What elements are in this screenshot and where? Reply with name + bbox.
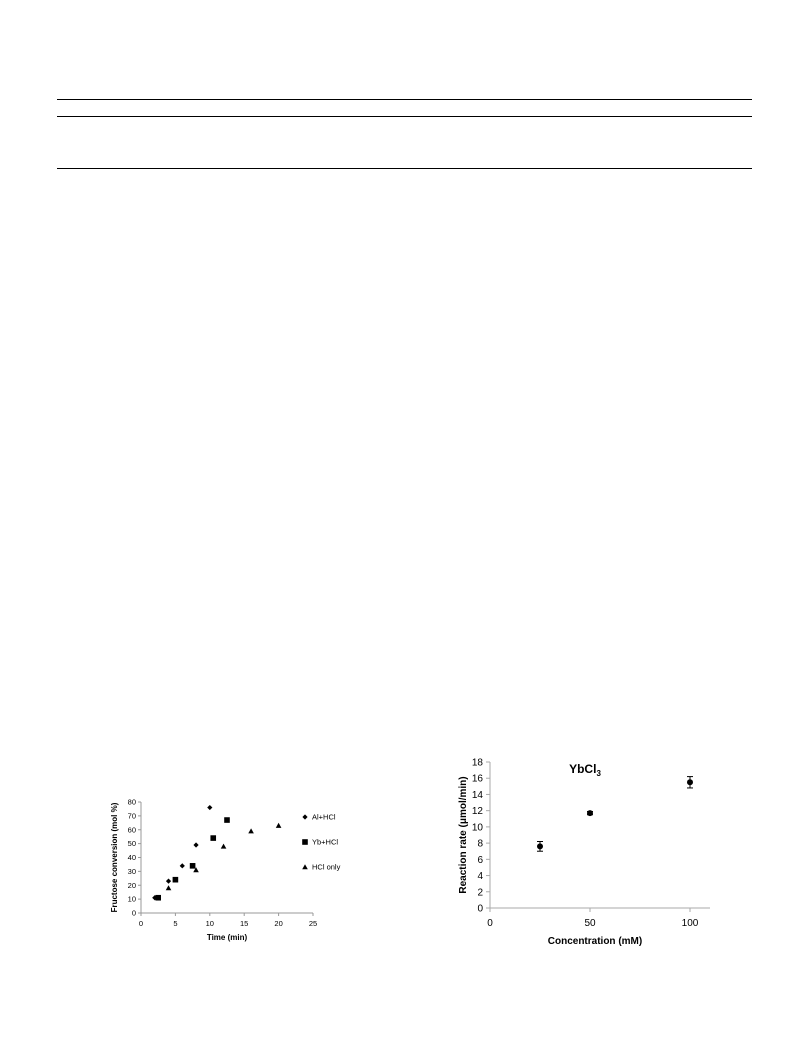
- chart1-x-axis-label: Time (min): [206, 933, 248, 942]
- chart2-tick-labels: [472, 758, 699, 930]
- chart1-y-tick-label: 10: [127, 894, 136, 904]
- chart2-x-tick-label: 100: [681, 918, 699, 929]
- chart2-y-tick-label: 12: [471, 806, 483, 818]
- chart1-legend-label: HCl only: [312, 862, 341, 872]
- chart2-y-tick-label: 10: [471, 822, 483, 834]
- chart2-y-tick-label: 16: [471, 773, 483, 785]
- chart2-y-tick-label: 6: [477, 854, 483, 866]
- chart1-y-axis-label: Fructose conversion (mol %): [110, 802, 119, 913]
- chart1-legend-label: Al+HCl: [312, 812, 336, 822]
- chart2-point: [687, 779, 693, 785]
- chart1-legend-label: Yb+HCl: [312, 837, 339, 847]
- chart2-y-tick-label: 18: [471, 757, 483, 769]
- chart1-y-tick-label: 40: [127, 853, 136, 862]
- chart2-y-axis-label: Reaction rate (μmol/min): [458, 776, 469, 894]
- chart2-axes: [486, 762, 710, 912]
- chart2-y-tick-label: 4: [477, 871, 483, 883]
- chart1-x-tick-label: 0: [138, 919, 144, 928]
- chart2-y-tick-label: 8: [477, 838, 483, 850]
- chart1-y-tick-label: 60: [127, 825, 136, 835]
- chart2-y-tick-label: 2: [477, 887, 483, 899]
- chart1-y-tick-label: 20: [127, 880, 136, 890]
- chart2-title-subscript: 3: [596, 769, 601, 778]
- chart2-marks: [537, 777, 693, 852]
- chart2-y-tick-label: 0: [477, 903, 483, 915]
- chart2-x-axis-label: Concentration (mM): [547, 936, 643, 947]
- chart2-x-tick-label: 0: [487, 918, 493, 929]
- chart1-x-tick-label: 10: [205, 919, 214, 928]
- chart1-x-tick-label: 15: [240, 919, 249, 928]
- chart1-x-tick-label: 20: [274, 919, 283, 928]
- chart1-y-tick-label: 70: [127, 811, 136, 821]
- chart1-y-tick-label: 50: [127, 839, 136, 849]
- chart1-y-tick-label: 80: [127, 797, 136, 807]
- chart2-point: [537, 843, 543, 849]
- chart1-x-tick-label: 25: [308, 919, 318, 928]
- chart2-title-main: YbCl: [569, 762, 597, 776]
- chart1-y-tick-label: 30: [127, 866, 136, 876]
- chart2-x-tick-label: 50: [584, 918, 596, 929]
- chart2-title: [569, 762, 601, 778]
- chart1-x-tick-label: 5: [173, 919, 178, 928]
- chart1-y-tick-label: 0: [131, 908, 136, 918]
- chart2-y-tick-label: 14: [471, 789, 483, 801]
- chart2-point: [587, 810, 593, 816]
